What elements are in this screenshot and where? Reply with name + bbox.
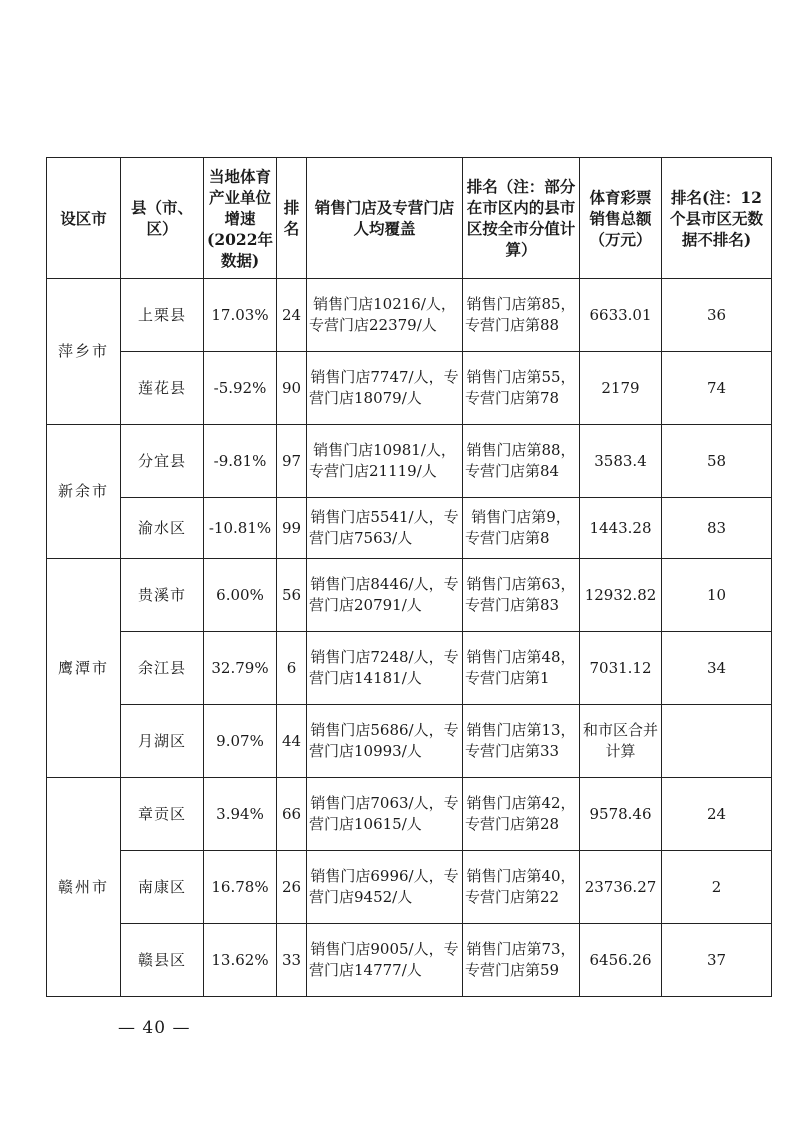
growth-cell: -10.81% xyxy=(204,498,277,559)
header-city: 设区市 xyxy=(47,158,121,279)
header-sales-rank: 排名(注：12个县市区无数据不排名) xyxy=(662,158,772,279)
rank-cell: 99 xyxy=(277,498,307,559)
county-cell: 南康区 xyxy=(121,851,204,924)
sales-cell: 9578.46 xyxy=(580,778,662,851)
coverage-cell: 销售门店10216/人，专营门店22379/人 xyxy=(307,279,463,352)
growth-cell: 17.03% xyxy=(204,279,277,352)
county-cell: 莲花县 xyxy=(121,352,204,425)
rank-cell: 66 xyxy=(277,778,307,851)
coverage-cell: 销售门店5541/人，专营门店7563/人 xyxy=(307,498,463,559)
sales-rank-cell: 74 xyxy=(662,352,772,425)
coverage-cell: 销售门店9005/人，专营门店14777/人 xyxy=(307,924,463,997)
county-cell: 月湖区 xyxy=(121,705,204,778)
coverage-cell: 销售门店7248/人，专营门店14181/人 xyxy=(307,632,463,705)
coverage-rank-cell: 销售门店第63，专营门店第83 xyxy=(463,559,580,632)
sales-cell: 和市区合并计算 xyxy=(580,705,662,778)
county-cell: 章贡区 xyxy=(121,778,204,851)
sales-rank-cell: 37 xyxy=(662,924,772,997)
coverage-rank-cell: 销售门店第85，专营门店第88 xyxy=(463,279,580,352)
county-cell: 余江县 xyxy=(121,632,204,705)
rank-cell: 24 xyxy=(277,279,307,352)
growth-cell: 13.62% xyxy=(204,924,277,997)
rank-cell: 97 xyxy=(277,425,307,498)
sales-cell: 1443.28 xyxy=(580,498,662,559)
city-cell: 赣州市 xyxy=(47,778,121,997)
data-table xyxy=(46,157,772,997)
header-coverage-rank: 排名（注：部分在市区内的县市区按全市分值计算） xyxy=(463,158,580,279)
coverage-cell: 销售门店5686/人，专营门店10993/人 xyxy=(307,705,463,778)
county-cell: 贵溪市 xyxy=(121,559,204,632)
header-growth: 当地体育产业单位增速(2022年数据) xyxy=(204,158,277,279)
city-cell: 萍乡市 xyxy=(47,279,121,425)
rank-cell: 44 xyxy=(277,705,307,778)
table-row xyxy=(47,279,772,352)
coverage-rank-cell: 销售门店第42，专营门店第28 xyxy=(463,778,580,851)
county-cell: 赣县区 xyxy=(121,924,204,997)
sales-rank-cell: 58 xyxy=(662,425,772,498)
sales-rank-cell: 24 xyxy=(662,778,772,851)
coverage-rank-cell: 销售门店第9，专营门店第8 xyxy=(463,498,580,559)
growth-cell: 16.78% xyxy=(204,851,277,924)
sales-cell: 7031.12 xyxy=(580,632,662,705)
rank-cell: 33 xyxy=(277,924,307,997)
sales-cell: 3583.4 xyxy=(580,425,662,498)
coverage-rank-cell: 销售门店第48，专营门店第1 xyxy=(463,632,580,705)
header-rank: 排名 xyxy=(277,158,307,279)
table-row xyxy=(47,498,772,559)
coverage-rank-cell: 销售门店第40，专营门店第22 xyxy=(463,851,580,924)
sales-rank-cell: 36 xyxy=(662,279,772,352)
sales-cell: 12932.82 xyxy=(580,559,662,632)
table-row xyxy=(47,559,772,632)
coverage-rank-cell: 销售门店第13，专营门店第33 xyxy=(463,705,580,778)
header-county: 县（市、区） xyxy=(121,158,204,279)
growth-cell: -5.92% xyxy=(204,352,277,425)
table-row xyxy=(47,352,772,425)
growth-cell: -9.81% xyxy=(204,425,277,498)
header-sales: 体育彩票销售总额（万元） xyxy=(580,158,662,279)
table-row xyxy=(47,851,772,924)
coverage-rank-cell: 销售门店第88，专营门店第84 xyxy=(463,425,580,498)
county-cell: 分宜县 xyxy=(121,425,204,498)
table-row xyxy=(47,425,772,498)
rank-cell: 90 xyxy=(277,352,307,425)
coverage-cell: 销售门店10981/人，专营门店21119/人 xyxy=(307,425,463,498)
rank-cell: 6 xyxy=(277,632,307,705)
growth-cell: 9.07% xyxy=(204,705,277,778)
growth-cell: 6.00% xyxy=(204,559,277,632)
table-row xyxy=(47,632,772,705)
county-cell: 渝水区 xyxy=(121,498,204,559)
table-row xyxy=(47,778,772,851)
sales-cell: 6456.26 xyxy=(580,924,662,997)
coverage-cell: 销售门店7063/人，专营门店10615/人 xyxy=(307,778,463,851)
coverage-cell: 销售门店6996/人，专营门店9452/人 xyxy=(307,851,463,924)
header-row xyxy=(47,158,772,279)
coverage-rank-cell: 销售门店第55，专营门店第78 xyxy=(463,352,580,425)
sales-cell: 23736.27 xyxy=(580,851,662,924)
growth-cell: 3.94% xyxy=(204,778,277,851)
city-cell: 鹰潭市 xyxy=(47,559,121,778)
header-coverage: 销售门店及专营门店人均覆盖 xyxy=(307,158,463,279)
city-cell: 新余市 xyxy=(47,425,121,559)
rank-cell: 26 xyxy=(277,851,307,924)
table-row xyxy=(47,705,772,778)
sales-rank-cell: 34 xyxy=(662,632,772,705)
county-cell: 上栗县 xyxy=(121,279,204,352)
sales-rank-cell xyxy=(662,705,772,778)
rank-cell: 56 xyxy=(277,559,307,632)
sales-rank-cell: 10 xyxy=(662,559,772,632)
sales-rank-cell: 2 xyxy=(662,851,772,924)
sales-rank-cell: 83 xyxy=(662,498,772,559)
table-row xyxy=(47,924,772,997)
sales-cell: 2179 xyxy=(580,352,662,425)
coverage-rank-cell: 销售门店第73，专营门店第59 xyxy=(463,924,580,997)
coverage-cell: 销售门店8446/人，专营门店20791/人 xyxy=(307,559,463,632)
page-number: — 40 — xyxy=(118,1018,191,1038)
sales-cell: 6633.01 xyxy=(580,279,662,352)
growth-cell: 32.79% xyxy=(204,632,277,705)
coverage-cell: 销售门店7747/人，专营门店18079/人 xyxy=(307,352,463,425)
